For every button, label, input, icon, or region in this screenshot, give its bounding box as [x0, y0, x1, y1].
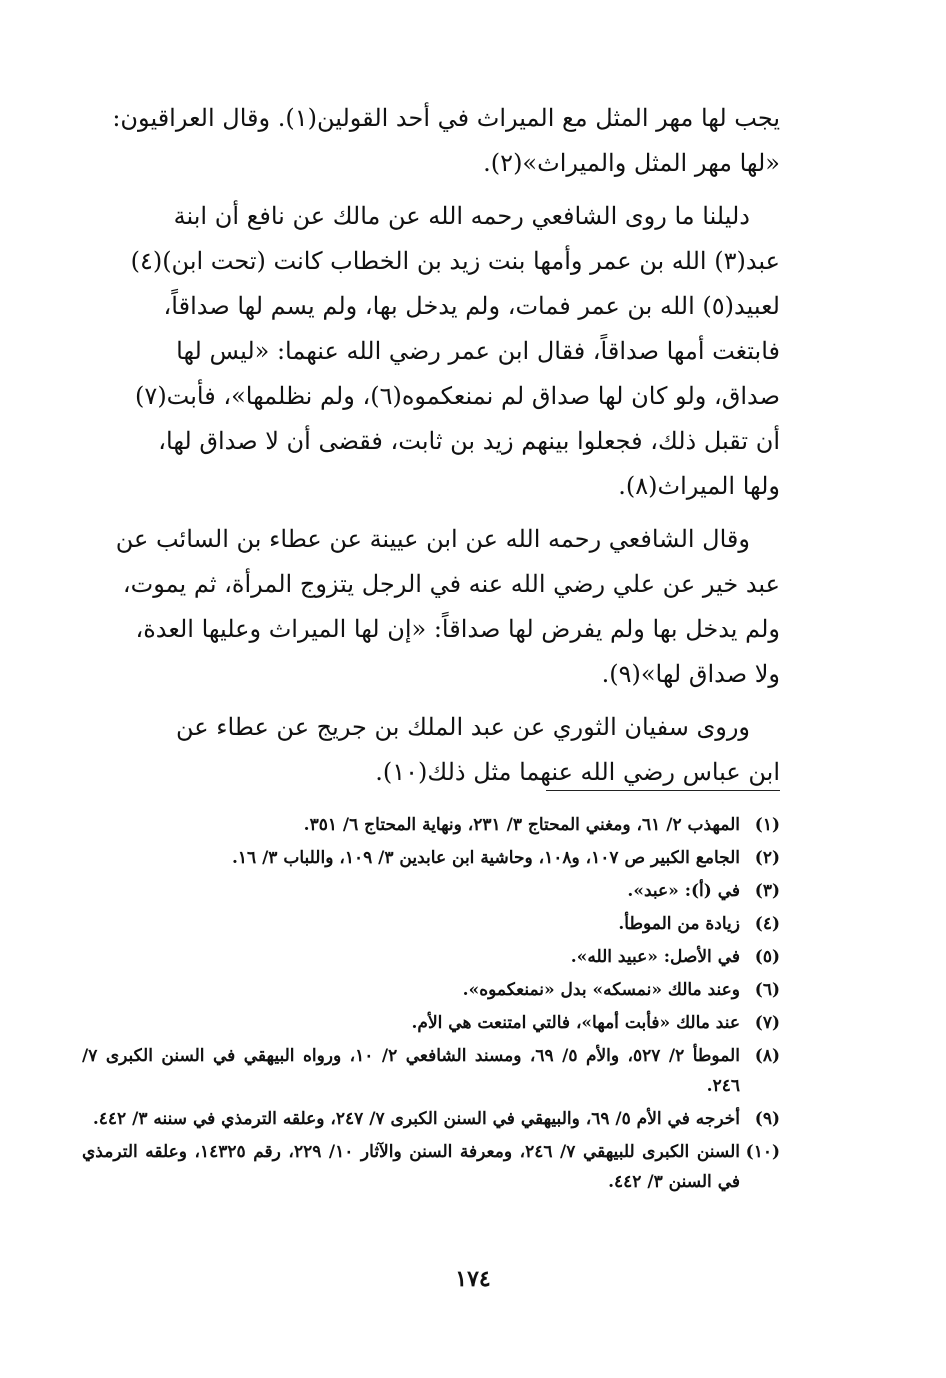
footnote-item [82, 975, 780, 1005]
page-number: ١٧٤ [455, 1266, 491, 1292]
footnote-item [82, 1008, 780, 1038]
text-line: عبد خير عن علي رضي الله عنه في الرجل يتزوج المرأة، ثم يموت، [122, 570, 780, 598]
paragraph-4 [82, 705, 780, 795]
text-line: ابن عباس رضي الله عنهما مثل ذلك(١٠). [375, 758, 780, 786]
footnote-number: (٨) [754, 1046, 780, 1066]
footnote-item [82, 942, 780, 972]
footnote-number: (٦) [754, 980, 780, 1000]
text-line: وقال الشافعي رحمه الله عن ابن عيينة عن عطاء بن السائب عن [115, 525, 750, 553]
text-line: دليلنا ما روى الشافعي رحمه الله عن مالك عن نافع أن ابنة [173, 202, 750, 230]
footnote-number: (٩) [754, 1109, 780, 1129]
text-line: ولا صداق لها»(٩). [601, 660, 780, 688]
footnote-item [82, 1137, 780, 1197]
footnote-number: (٤) [754, 914, 780, 934]
text-line: صداق، ولو كان لها صداق لم نمنعكموه(٦)، ولم نظلمها»، فأبت(٧) [135, 382, 780, 410]
footnote-number: (٧) [754, 1013, 780, 1033]
text-line: ولها الميراث(٨). [618, 472, 780, 500]
paragraph-3 [82, 517, 780, 697]
footnote-number: (٥) [754, 947, 780, 967]
footnote-separator [546, 790, 780, 791]
footnote-text: عند مالك «فأبت أمها»، فالتي امتنعت هي الأم. [411, 1013, 740, 1033]
text-line: أن تقبل ذلك، فجعلوا بينهم زيد بن ثابت، فقضى أن لا صداق لها، [158, 427, 780, 455]
footnote-text: وعند مالك «نمسكه» بدل «نمنعكموه». [462, 980, 740, 1000]
footnote-text: في الأصل: «عبيد الله». [570, 947, 740, 967]
footnote-item [82, 876, 780, 906]
footnote-text: في (أ): «عبد». [627, 881, 740, 901]
footnote-text: الجامع الكبير ص ١٠٧، و١٠٨، وحاشية ابن عابدين ٣/ ١٠٩، واللباب ٣/ ١٦. [231, 848, 740, 868]
footnotes [82, 810, 780, 1200]
text-line: عبد(٣) الله بن عمر وأمها بنت زيد بن الخطاب كانت (تحت ابن)(٤) [130, 247, 780, 275]
footnote-number: (١) [754, 815, 780, 835]
footnote-item [82, 810, 780, 840]
text-line: وروى سفيان الثوري عن عبد الملك بن جريج عن عطاء عن [175, 713, 750, 741]
footnote-number: (١٠) [745, 1142, 780, 1162]
footnote-text: أخرجه في الأم ٥/ ٦٩، والبيهقي في السنن الكبرى ٧/ ٢٤٧، وعلقه الترمذي في سننه ٣/ ٤٤٢. [92, 1109, 740, 1129]
text-line: فابتغت أمها صداقاً، فقال ابن عمر رضي الله عنهما: «ليس لها [176, 337, 780, 365]
footnote-text: زيادة من الموطأ. [618, 914, 740, 934]
text-line: ولم يدخل بها ولم يفرض لها صداقاً: «إن لها الميراث وعليها العدة، [135, 615, 780, 643]
footnote-number: (٢) [754, 848, 780, 868]
main-text [82, 96, 780, 803]
footnote-text: الموطأ ٢/ ٥٢٧، والأم ٥/ ٦٩، ومسند الشافعي ٢/ ١٠، ورواه البيهقي في السنن الكبرى ٧/ ٢٤٦. [82, 1046, 740, 1096]
footnote-item [82, 1041, 780, 1101]
text-line: لعبيد(٥) الله بن عمر فمات، ولم يدخل بها، ولم يسم لها صداقاً، [163, 292, 780, 320]
footnote-text: السنن الكبرى للبيهقي ٧/ ٢٤٦، ومعرفة السنن والآثار ١٠/ ٢٢٩، رقم ١٤٣٢٥، وعلقه الترمذي في السنن ٣/ ٤٤٢. [82, 1142, 740, 1192]
footnote-item [82, 843, 780, 873]
paragraph-2 [82, 194, 780, 509]
text-line: يجب لها مهر المثل مع الميراث في أحد القولين(١). وقال العراقيون: [112, 104, 780, 132]
footnote-text: المهذب ٢/ ٦١، ومغني المحتاج ٣/ ٢٣١، ونهاية المحتاج ٦/ ٣٥١. [303, 815, 740, 835]
paragraph-1 [82, 96, 780, 186]
text-line: «لها مهر المثل والميراث»(٢). [483, 149, 780, 177]
footnote-item [82, 1104, 780, 1134]
footnote-number: (٣) [754, 881, 780, 901]
footnote-item [82, 909, 780, 939]
